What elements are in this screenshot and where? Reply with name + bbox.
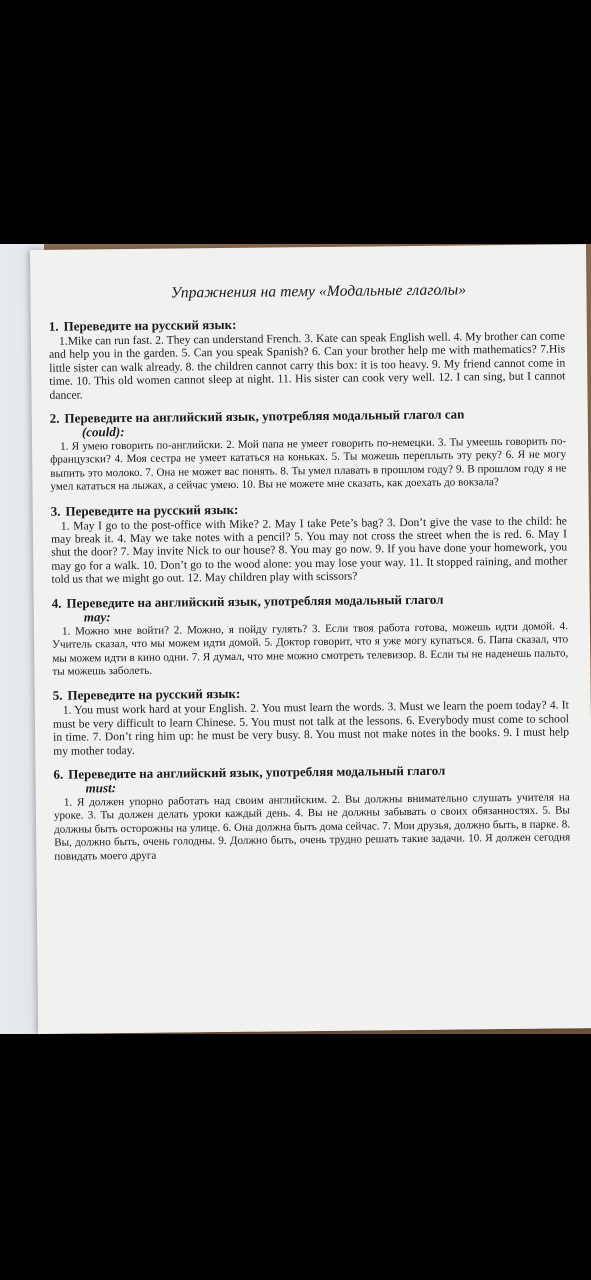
- worksheet-page: [30, 244, 591, 1034]
- exercise-text: 1. Можно мне войти? 2. Можно, я пойду гулять? 3. Если твоя работа готова, можешь идти домой. 4. Учитель сказал, что мы можем идти домой. 5. Доктор говорит, что я уже могу купаться. 6. Папа сказал, что мы можем идти в кино одни. 7. Я думал, что мне можно смотреть телевизор. 8. Если ты не наденешь пальто, ты можешь заболеть.: [52, 620, 569, 678]
- exercise-heading: Переведите на английский язык, употребляя модальный глагол can: [64, 406, 465, 426]
- exercise-modal-verb: may:: [83, 608, 111, 625]
- exercise-1: [49, 314, 566, 401]
- exercise-number: 1.: [48, 318, 59, 334]
- exercise-number: 6.: [53, 766, 64, 782]
- exercise-text: 1. Я умею говорить по-английски. 2. Мой папа не умеет говорить по-немецки. 3. Ты умеешь говорить по-французски? 4. Моя сестра не умеет кататься на коньках. 5. Ты можешь переплыть эту реку? 6. Я не могу выпить это молоко. 7. Она не может вас понять. 8. Ты умел плавать в прошлом году? 9. В прошлом году я не умел кататься на лыжах, а сейчас умею. 10. Вы не можете мне сказать, как доехать до вокзала?: [50, 435, 567, 494]
- exercise-number: 2.: [49, 410, 60, 426]
- exercise-2: [50, 406, 567, 494]
- worksheet-title: Упражнения на тему «Модальные глаголы»: [170, 281, 467, 302]
- exercise-heading: Переведите на русский язык:: [65, 501, 239, 519]
- exercise-number: 5.: [52, 687, 63, 704]
- exercise-text: 1.Mike can run fast. 2. They can understand French. 3. Kate can speak English well. 4. My brother can come and help you in the garden. 5. Can you speak Spanish? 6. Can your brother help me with mathematics? 7.His little sister can walk already. 8. the children cannot carry this box: it is too heavy. 9. My friend cannot come in time. 10. This old women cannot sleep at night. 11. His sister can cook very well. 12. I can sing, but I cannot dancer.: [49, 329, 566, 402]
- exercise-modal-verb: (could):: [81, 424, 125, 440]
- exercise-text: 1. Я должен упорно работать над своим английским. 2. Вы должны внимательно слушать учителя на уроке. 3. Ты должен делать уроки каждый день. 4. Вы не должны забывать о своих обязанностях. 5. Вы должны быть осторожны на улице. 6. Она должна быть дома сейчас. 7. Мои друзья, должно быть, в парке. 8. Вы, должно быть, очень голодны. 9. Должно быть, очень трудно решать такие задачи. 10. Я должен сегодня повидать моего друга: [53, 791, 571, 863]
- exercise-5: [53, 684, 570, 758]
- exercise-4: [52, 591, 569, 679]
- exercise-3: [51, 499, 568, 586]
- exercise-heading: Переведите на английский язык, употребляя модальный глагол: [66, 591, 444, 611]
- exercise-heading: Переведите на английский язык, употребляя модальный глагол: [68, 762, 446, 782]
- exercise-6: [53, 762, 570, 863]
- exercise-modal-verb: must:: [85, 780, 117, 796]
- exercise-number: 3.: [50, 503, 61, 519]
- exercise-heading: Переведите на русский язык:: [67, 686, 241, 703]
- exercise-number: 4.: [51, 595, 62, 611]
- exercise-text: 1. You must work hard at your English. 2. You must learn the words. 3. Must we learn the poem today? 4. It must be very difficult to learn Chinese. 5. You must not talk at the lessons. 6. Everybody must come to school in time. 7. Don’t ring him up: he must be very busy. 8. You must not make notes in the books. 9. I must help my mother today.: [52, 698, 570, 758]
- exercise-text: 1. May I go to the post-office with Mike? 2. May I take Pete’s bag? 3. Don’t give the vase to the child: he may break it. 4. May we take notes with a pencil? 5. You may not cross the street when the is red. 6. May I shut the door? 7. May invite Nick to our house? 8. You may go now. 9. If you have done your homework, you may go for a walk. 10. Don’t go to the wood alone: you may lose your way. 11. It stopped raining, and mother told us that we might go out. 12. May children play with scissors?: [50, 514, 568, 587]
- exercise-heading: Переведите на русский язык:: [63, 316, 237, 334]
